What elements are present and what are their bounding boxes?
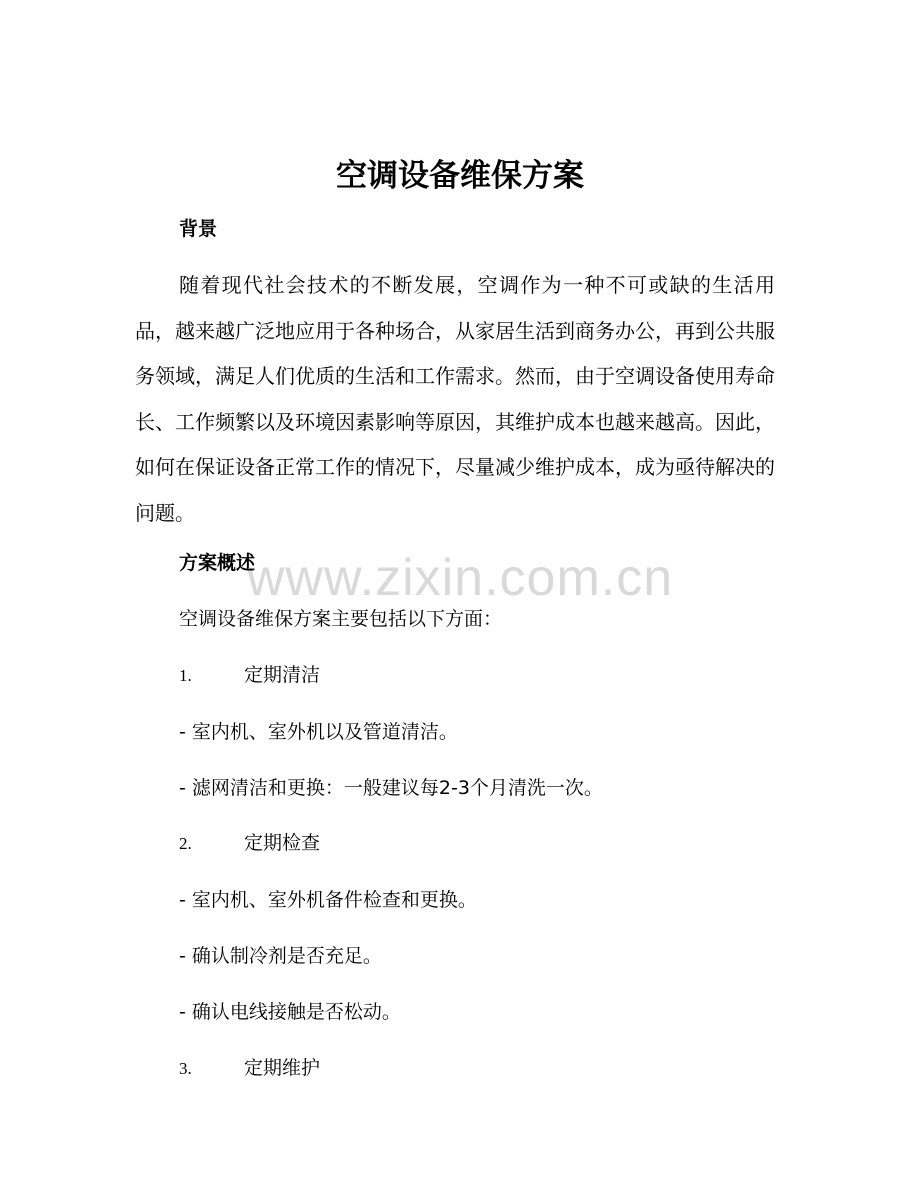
document-title: 空调设备维保方案	[336, 158, 584, 194]
section-number: 3.	[179, 1059, 192, 1078]
section-2-heading	[179, 829, 320, 858]
section-title: 定期清洁	[244, 664, 321, 686]
section-1-heading	[179, 661, 320, 690]
list-item: - 室内机、室外机以及管道清洁。	[179, 721, 458, 743]
section-number: 2.	[179, 834, 192, 853]
overview-heading: 方案概述	[179, 552, 256, 574]
list-item: - 确认制冷剂是否充足。	[179, 945, 382, 967]
list-item: - 室内机、室外机备件检查和更换。	[179, 889, 477, 911]
list-item: - 确认电线接触是否松动。	[179, 1001, 401, 1023]
section-3-heading	[179, 1054, 320, 1083]
section-title: 定期检查	[244, 832, 321, 854]
background-heading: 背景	[179, 218, 218, 240]
section-number: 1.	[179, 666, 192, 685]
section-title: 定期维护	[244, 1057, 321, 1079]
list-item: - 滤网清洁和更换：一般建议每2-3个月清洗一次。	[179, 777, 603, 799]
background-paragraph: 随着现代社会技术的不断发展，空调作为一种不可或缺的生活用品，越来越广泛地应用于各种场合，从家居生活到商务办公，再到公共服务领域，满足人们优质的生活和工作需求。然而，由于空调设备使用寿命长、工作频繁以及环境因素影响等原因，其维护成本也越来越高。因此，如何在保证设备正常工作的情况下，尽量减少维护成本，成为亟待解决的问题。	[135, 273, 775, 525]
overview-intro: 空调设备维保方案主要包括以下方面：	[179, 608, 503, 630]
watermark: www.zixin.com.cn	[246, 549, 674, 607]
